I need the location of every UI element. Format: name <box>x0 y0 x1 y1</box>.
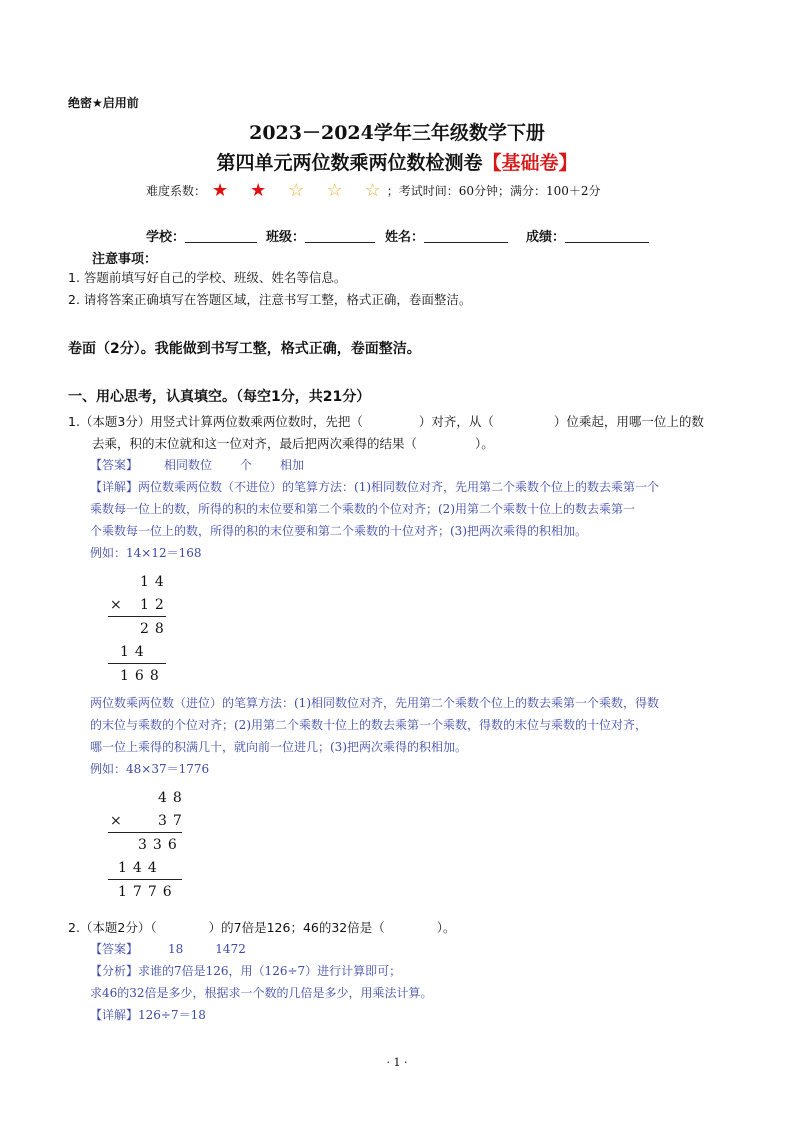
answer-tag: 【答案】 <box>90 942 139 956</box>
name-label: 姓名： <box>385 230 425 245</box>
example-2: 例如：48×37＝1776 <box>90 762 210 776</box>
calc1-line <box>108 663 166 664</box>
name-blank[interactable] <box>424 228 508 243</box>
answer-value: 1472 <box>215 942 246 956</box>
q1-text: ）对齐，从（ <box>418 414 494 429</box>
answer-value: 18 <box>168 942 184 956</box>
calc2-result: 1776 <box>118 884 178 900</box>
notes-title: 注意事项： <box>92 252 158 267</box>
explain-text: 两位数乘两位数（不进位）的笔算方法：(1)相同数位对齐，先用第二个乘数个位上的数去乘第一个 <box>138 480 660 494</box>
title-line1: 2023－2024学年三年级数学下册 <box>249 122 545 144</box>
calc1-op: × <box>110 597 128 613</box>
q2-line <box>68 918 456 936</box>
explain-tag: 【详解】 <box>90 1008 139 1022</box>
q2-text: 2.（本题2分）（ <box>68 920 157 935</box>
calc1-line <box>108 616 166 617</box>
difficulty-label: 难度系数： <box>146 184 207 198</box>
q1-explain-line: 个乘数每一位上的数，所得的积的末位要和第二个乘数的十位对齐；(3)把两次乘得的积相加。 <box>90 524 588 538</box>
calc1-multiplier: 12 <box>140 597 170 613</box>
q2-text: ）。 <box>436 920 456 935</box>
note-item: 1. 答题前填写好自己的学校、班级、姓名等信息。 <box>68 270 347 285</box>
school-field <box>146 226 257 245</box>
difficulty-row <box>146 180 601 201</box>
title-tag: 【基础卷】 <box>482 152 578 174</box>
q2-analysis-line2: 求46的32倍是多少，根据求一个数的几倍是多少，用乘法计算。 <box>90 986 433 1000</box>
q2-text: ）的7倍是126；46的32倍是（ <box>208 920 385 935</box>
star-filled-icon: ★ <box>250 180 267 201</box>
page-number: · 1 · <box>386 1056 408 1069</box>
answer-value: 相同数位 <box>164 458 213 472</box>
class-blank[interactable] <box>305 228 375 243</box>
calc2-multiplier: 37 <box>158 813 188 829</box>
exam-info: ；考试时间：60分钟；满分：100＋2分 <box>386 184 601 198</box>
q2-explain <box>90 1006 206 1023</box>
name-field <box>385 226 508 245</box>
title-main: 第四单元两位数乘两位数检测卷 <box>216 152 483 174</box>
q1-answer <box>90 456 304 473</box>
q1-explain-line: 乘数每一位上的数，所得的积的末位要和第二个乘数的个位对齐；(2)用第二个乘数十位上的数去乘第一 <box>90 502 636 516</box>
calc1-result: 168 <box>120 668 165 684</box>
calc2-line <box>108 832 182 833</box>
analysis-tag: 【分析】 <box>90 964 139 978</box>
score-blank[interactable] <box>565 228 649 243</box>
analysis-text: 求谁的7倍是126，用（126÷7）进行计算即可； <box>138 964 402 978</box>
star-empty-icon: ☆ <box>364 180 381 201</box>
answer-value: 个 <box>240 458 253 472</box>
section1-heading: 一、用心思考，认真填空。（每空1分，共21分） <box>68 389 371 405</box>
explain-tag: 【详解】 <box>90 480 139 494</box>
school-label: 学校： <box>146 230 186 245</box>
q1-text: ）位乘起，用哪一位上的数 <box>553 414 704 429</box>
class-label: 班级： <box>266 230 306 245</box>
q1-text: 去乘，积的末位就和这一位对齐，最后把两次乘得的结果（ <box>92 436 418 451</box>
carry-line: 两位数乘两位数（进位）的笔算方法：(1)相同数位对齐，先用第二个乘数个位上的数去乘第一个乘数，得数 <box>90 696 660 710</box>
q1-explain-line <box>90 478 659 495</box>
answer-value: 相加 <box>280 458 305 472</box>
score-field <box>526 226 649 245</box>
carry-line: 的末位与乘数的个位对齐；(2)用第二个乘数十位上的数去乘第一个乘数，得数的末位与乘数的十位对齐， <box>90 718 648 732</box>
q1-line2 <box>92 434 494 452</box>
calc2-multiplicand: 48 <box>158 790 188 806</box>
note-item: 2. 请将答案正确填写在答题区域，注意书写工整，格式正确，卷面整洁。 <box>68 292 472 307</box>
class-field <box>266 226 375 245</box>
star-empty-icon: ☆ <box>288 180 305 201</box>
answer-tag: 【答案】 <box>90 458 139 472</box>
q2-answer <box>90 940 246 957</box>
neatness-statement: 卷面（2分）。我能做到书写工整，格式正确，卷面整洁。 <box>68 341 421 357</box>
q2-analysis <box>90 962 401 979</box>
example-1: 例如：14×12＝168 <box>90 546 202 560</box>
calc1-multiplicand: 14 <box>140 574 170 590</box>
calc1-partial1: 28 <box>140 621 170 637</box>
q1-text: 1.（本题3分）用竖式计算两位数乘两位数时，先把（ <box>68 414 363 429</box>
calc2-line <box>108 879 182 880</box>
explain-text: 126÷7＝18 <box>138 1008 206 1022</box>
calc2-partial2: 144 <box>118 860 163 876</box>
score-label: 成绩： <box>526 230 566 245</box>
q1-line1 <box>68 412 704 430</box>
star-filled-icon: ★ <box>212 180 229 201</box>
title-line2 <box>0 148 794 175</box>
confidential-mark: 绝密★启用前 <box>68 96 139 110</box>
star-empty-icon: ☆ <box>326 180 343 201</box>
school-blank[interactable] <box>185 228 257 243</box>
calc1-partial2: 14 <box>120 644 150 660</box>
calc2-partial1: 336 <box>138 837 183 853</box>
carry-line: 哪一位上乘得的积满几十，就向前一位进几；(3)把两次乘得的积相加。 <box>90 740 468 754</box>
q1-text: ）。 <box>475 436 494 451</box>
calc2-op: × <box>110 813 128 829</box>
